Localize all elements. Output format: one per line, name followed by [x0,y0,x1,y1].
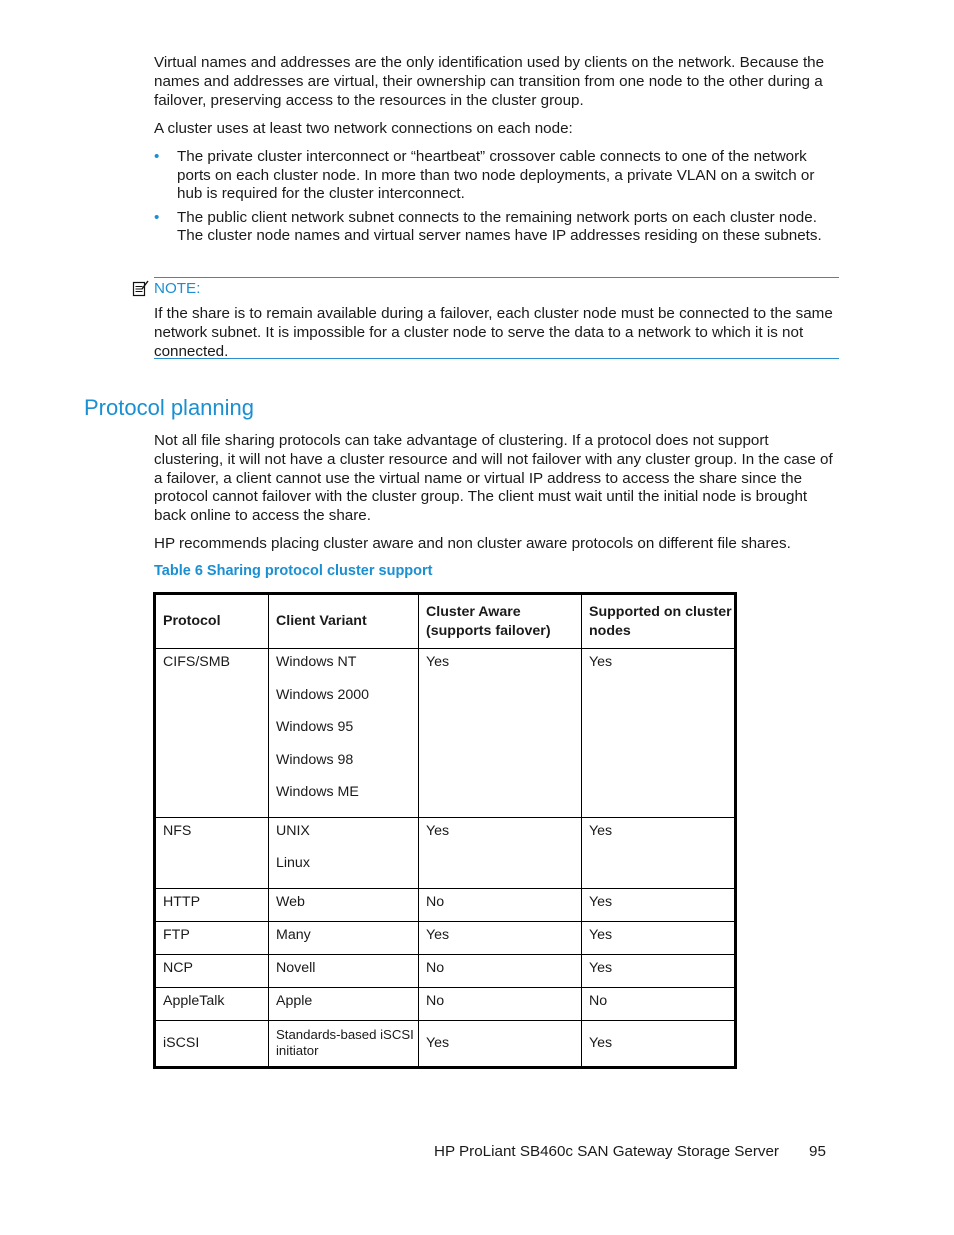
protocol-cell: iSCSI [155,1020,269,1067]
bullet-text: The private cluster interconnect or “heartbeat” crossover cable connects to one of the network ports on each cluster node. In more than two node deployments, a private VLAN on a switch or hub is required for the cluster interconnect. [177,148,815,203]
intro-paragraph-2: A cluster uses at least two network connections on each node: [154,120,573,137]
note-icon [132,280,149,297]
footer-title: HP ProLiant SB460c SAN Gateway Storage Server [434,1143,779,1160]
protocol-cell: NCP [155,954,269,987]
supported-cell: Yes [582,921,736,954]
protocol-cell: AppleTalk [155,987,269,1020]
section-paragraph-1: Not all file sharing protocols can take advantage of clustering. If a protocol does not support clustering, it will not have a cluster resource and will not failover with any cluster group. In the case of a failover, a client cannot use the virtual name or virtual IP address to access the share since the protocol cannot failover with the cluster group. The client must wait until the initial node is brought back online to access the share. [154,432,833,525]
protocol-cell: NFS [155,817,269,888]
variant-item: Windows ME [276,784,359,800]
protocol-cell: FTP [155,921,269,954]
variant-item: Windows 98 [276,751,354,768]
variant-cell [269,649,419,818]
aware-cell: No [419,987,582,1020]
table-row [155,1020,736,1067]
aware-cell: No [419,888,582,921]
aware-cell: Yes [419,817,582,888]
page-number: 95 [809,1143,826,1160]
variant-item: Linux [276,855,310,871]
variant-cell: Web [269,888,419,921]
bullet-item-public-subnet [154,209,840,246]
connection-bullet-list [154,148,840,251]
supported-cell: Yes [582,954,736,987]
section-paragraph-2: HP recommends placing cluster aware and non cluster aware protocols on different file shares. [154,535,791,552]
supported-cell: Yes [582,888,736,921]
supported-cell: No [582,987,736,1020]
variant-item: Windows 2000 [276,686,370,703]
protocol-cell: CIFS/SMB [155,649,269,818]
aware-cell: Yes [419,921,582,954]
aware-cell: No [419,954,582,987]
note-header [132,280,200,297]
header-cluster-aware: Cluster Aware (supports failover) [419,594,582,649]
intro-paragraph-1: Virtual names and addresses are the only identification used by clients on the network. Because the names and addresses are virtual, their ownership can transition from one node to the other during a failover, preserving access to the resources in the cluster group. [154,54,825,109]
variant-cell: Standards-based iSCSI initiator [269,1020,419,1067]
bullet-icon: • [154,148,160,165]
variant-cell: Many [269,921,419,954]
header-supported: Supported on cluster nodes [582,594,736,649]
bullet-icon: • [154,208,160,226]
header-client-variant: Client Variant [269,594,419,649]
supported-cell: Yes [582,1020,736,1067]
note-text: If the share is to remain available during a failover, each cluster node must be connected to the same network subnet. It is impossible for a cluster node to serve the data to a network to which it is not connected. [154,305,833,360]
variant-cell [269,817,419,888]
note-top-rule [154,277,839,278]
note-label: NOTE: [154,280,201,297]
aware-cell: Yes [419,1020,582,1067]
table-row [155,954,736,987]
header-protocol: Protocol [155,594,269,649]
bullet-text: The public client network subnet connects to the remaining network ports on each cluster node. The cluster node names and virtual server names have IP addresses residing on these subnets. [177,208,822,245]
table-row [155,888,736,921]
variant-item: Windows 95 [276,719,354,735]
supported-cell: Yes [582,817,736,888]
section-heading: Protocol planning [84,395,255,420]
table-row [155,649,736,818]
protocol-support-table [153,592,737,1069]
variant-cell: Novell [269,954,419,987]
supported-cell: Yes [582,649,736,818]
variant-cell: Apple [269,987,419,1020]
table-header-row [155,594,736,649]
variant-item: Windows NT [276,654,357,670]
table-row [155,987,736,1020]
aware-cell: Yes [419,649,582,818]
protocol-cell: HTTP [155,888,269,921]
table-caption: Table 6 Sharing protocol cluster support [154,563,433,579]
table-row [155,817,736,888]
table-row [155,921,736,954]
variant-item: UNIX [276,822,310,839]
note-bottom-rule [154,358,839,359]
bullet-item-interconnect [154,148,840,204]
